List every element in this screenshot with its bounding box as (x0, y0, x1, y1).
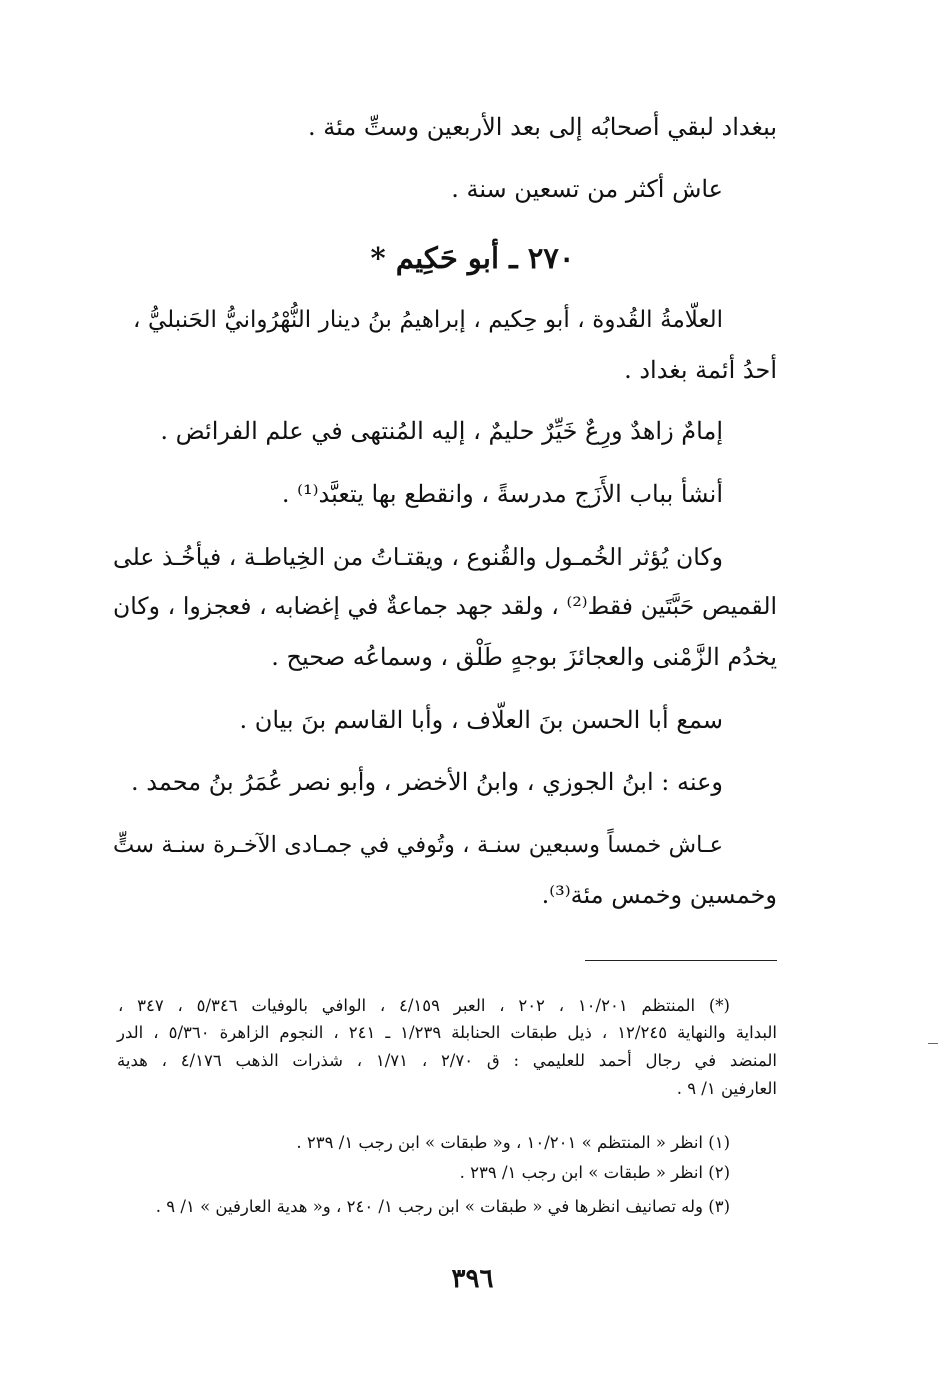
intro-line-1: ببغداد لبقي أصحابُه إلى بعد الأربعين وستِّ مئة . (308, 113, 777, 141)
paragraph-1-line-2: أحدُ أئمة بغداد . (624, 356, 777, 384)
footnote-1: (١) انظر « المنتظم » ١٠/٢٠١ ، و« طبقات » ابن رجب ١/ ٢٣٩ . (296, 1133, 730, 1152)
source-footnote-line-2: البداية والنهاية ١٢/٢٤٥ ، ذيل طبقات الحنابلة ١/٢٣٩ ـ ٢٤١ ، النجوم الزاهرة ٥/٣٦٠ ، الدر (117, 1023, 777, 1042)
paragraph-2-line-1: إمامٌ زاهدٌ ورِعٌ خَيِّرٌ حليمٌ ، إليه المُنتهى في علم الفرائض . (160, 417, 723, 445)
paragraph-3-line-1: أنشأ بباب الأَزَج مدرسةً ، وانقطع بها يتعبَّد⁽¹⁾ . (281, 480, 723, 508)
paragraph-4-line-3: يخدُم الزَّمْنى والعجائزَ بوجهٍ طَلْق ، وسماعُه صحيح . (271, 643, 777, 671)
source-footnote-line-4: العارفين ١/ ٩ . (676, 1079, 777, 1098)
paragraph-4-line-1: وكان يُؤثر الخُمـول والقُنوع ، ويقتـاتُ من الخِياطـة ، فيأخُـذ على (113, 543, 723, 571)
entry-heading: ٢٧٠ ـ أبو حَكِيم * (370, 241, 575, 275)
paragraph-5-line-1: سمع أبا الحسن بنَ العلّاف ، وأبا القاسم بنَ بيان . (239, 706, 723, 734)
margin-mark (928, 1043, 938, 1044)
paragraph-7-line-2: وخمسين وخمس مئة⁽³⁾. (541, 881, 777, 909)
source-footnote-line-3: المنضد في رجال أحمد للعليمي : ق ٢/٧٠ ، ١/٧١ ، شذرات الذهب ٤/١٧٦ ، هدية (117, 1051, 777, 1070)
footnote-3: (٣) وله تصانيف انظرها في « طبقات » ابن رجب ١/ ٢٤٠ ، و« هدية العارفين » ١/ ٩ . (155, 1197, 730, 1216)
paragraph-4-line-2: القميص حَبَّتَين فقط⁽²⁾ ، ولقد جهد جماعةٌ في إغضابه ، فعجزوا ، وكان (113, 592, 778, 620)
footnote-2: (٢) انظر « طبقات » ابن رجب ١/ ٢٣٩ . (459, 1163, 730, 1182)
intro-line-2: عاش أكثر من تسعين سنة . (451, 175, 723, 203)
page-number: ٣٩٦ (451, 1264, 494, 1294)
paragraph-7-line-1: عـاش خمساً وسبعين سنـة ، وتُوفي في جمـادى الآخـرة سنـة ستٍّ (113, 832, 723, 858)
source-footnote-line-1: (*) المنتظم ١٠/٢٠١ ، ٢٠٢ ، العبر ٤/١٥٩ ، الوافي بالوفيات ٥/٣٤٦ ، ٣٤٧ ، (118, 996, 730, 1015)
paragraph-1-line-1: العلّامةُ القُدوة ، أبو حِكيم ، إبراهيمُ بنُ دينار النُّهْرُوانيُّ الحَنبليُّ ، (133, 307, 723, 333)
footnote-separator (585, 960, 777, 961)
paragraph-6-line-1: وعنه : ابنُ الجوزي ، وابنُ الأخضر ، وأبو نصر عُمَرُ بنُ محمد . (131, 768, 723, 796)
